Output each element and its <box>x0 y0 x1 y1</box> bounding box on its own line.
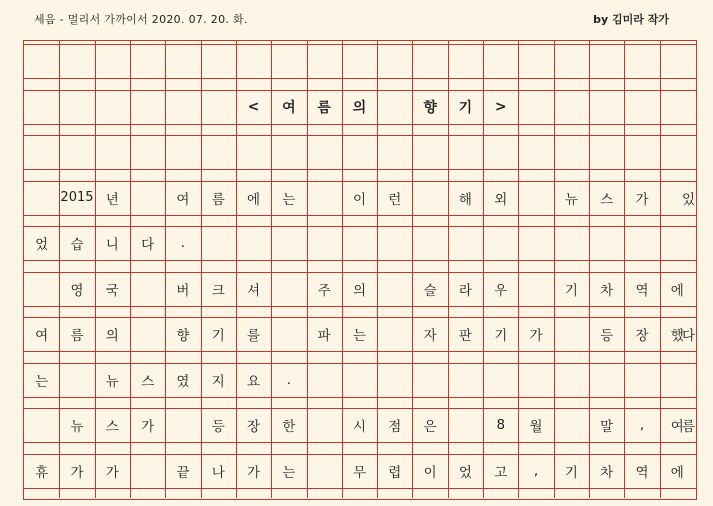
manuscript-char: 슬 <box>423 282 437 299</box>
manuscript-char: 년 <box>105 191 119 208</box>
grid-line <box>24 78 696 79</box>
manuscript-char: 기 <box>211 328 225 344</box>
manuscript-char: 무 <box>352 464 366 481</box>
manuscript-char: 습 <box>70 237 84 253</box>
manuscript-char: 기 <box>564 282 578 299</box>
manuscript-char: 였 <box>176 373 190 390</box>
manuscript-char: 뉴 <box>564 191 578 208</box>
header-author-text: by 김미라 작가 <box>593 13 669 26</box>
manuscript-char: 기 <box>494 328 508 344</box>
manuscript-char: 가 <box>529 328 543 344</box>
manuscript-char: 판 <box>458 328 472 344</box>
manuscript-char: 등 <box>211 419 225 435</box>
grid-line <box>24 169 696 170</box>
manuscript-char: 차 <box>600 282 614 299</box>
manuscript-char: 뉴 <box>70 419 84 435</box>
title-char: 기 <box>458 99 473 116</box>
manuscript-char: 에 <box>670 282 684 299</box>
manuscript-char: 기 <box>564 464 578 481</box>
manuscript-char: 뉴 <box>105 373 119 390</box>
manuscript-char: 의 <box>352 282 366 299</box>
manuscript-char: 있 <box>681 191 695 208</box>
manuscript-char: 가 <box>105 464 119 481</box>
grid-line <box>24 135 696 136</box>
title-char: 름 <box>317 99 331 116</box>
grid-line <box>165 41 166 498</box>
manuscript-char: 외 <box>494 191 508 208</box>
manuscript-char: 의 <box>105 328 119 344</box>
title-char: < <box>247 98 260 115</box>
manuscript-char: 스 <box>141 373 155 390</box>
manuscript-char: 국 <box>105 282 119 299</box>
manuscript-char: 장 <box>635 328 649 344</box>
manuscript-char: 여 <box>670 419 684 435</box>
manuscript-char: 요 <box>247 373 261 390</box>
manuscript-char: 차 <box>600 464 614 481</box>
manuscript-char: 점 <box>388 419 402 435</box>
manuscript-char: 스 <box>105 419 119 435</box>
grid-line <box>554 41 555 498</box>
manuscript-char: 스 <box>600 191 614 208</box>
title-char: > <box>494 98 507 115</box>
manuscript-char: 라 <box>458 282 472 299</box>
manuscript-char: 고 <box>494 464 508 481</box>
manuscript-char: 역 <box>635 464 649 481</box>
manuscript-char: 우 <box>494 282 508 299</box>
manuscript-grid <box>24 41 696 499</box>
manuscript-char: , <box>533 462 539 479</box>
manuscript-char: 런 <box>388 191 402 208</box>
manuscript-char: 크 <box>211 282 225 299</box>
grid-line <box>24 260 696 261</box>
manuscript-char: 이 <box>423 464 437 481</box>
manuscript-char: 가 <box>247 464 261 481</box>
manuscript-char: 파 <box>317 328 331 344</box>
manuscript-char: 었 <box>35 237 49 253</box>
manuscript-char: 를 <box>247 328 261 344</box>
manuscript-char: . <box>180 235 186 251</box>
manuscript-char: 2015 <box>60 190 94 205</box>
grid-line <box>24 488 696 489</box>
manuscript-char: 말 <box>600 419 614 435</box>
grid-line <box>24 215 696 216</box>
manuscript-char: 시 <box>352 419 366 435</box>
manuscript-char: 끝 <box>176 464 190 481</box>
header-left-text: 세음 - 멀리서 가까이서 2020. 07. 20. 화. <box>34 13 248 26</box>
manuscript-char: 는 <box>282 191 296 208</box>
manuscript-char: 여 <box>176 191 190 208</box>
manuscript-char: 등 <box>600 328 614 344</box>
manuscript-char: , <box>639 417 645 433</box>
grid-line <box>24 397 696 398</box>
grid-line <box>24 124 696 125</box>
manuscript-char: 장 <box>247 419 261 435</box>
manuscript-char: 8 <box>496 417 506 433</box>
grid-line <box>24 44 696 45</box>
manuscript-char: 이 <box>352 191 366 208</box>
grid-line <box>24 306 696 307</box>
manuscript-char: 니 <box>105 237 119 253</box>
manuscript-char: 나 <box>211 464 225 481</box>
manuscript-char: 었 <box>458 464 472 481</box>
manuscript-char: 휴 <box>35 464 49 481</box>
manuscript-char: 한 <box>282 419 296 435</box>
manuscript-char: 해 <box>458 191 472 208</box>
manuscript-char: 에 <box>247 191 261 208</box>
title-char: 여 <box>282 99 296 116</box>
manuscript-char: 주 <box>317 282 331 299</box>
manuscript-char: 름 <box>681 419 695 435</box>
manuscript-paper <box>23 40 697 500</box>
manuscript-char: 했 <box>670 328 684 344</box>
grid-line <box>24 442 696 443</box>
manuscript-char: 름 <box>70 328 84 344</box>
title-char: 향 <box>423 99 437 116</box>
manuscript-char: 셔 <box>247 282 261 299</box>
manuscript-char: 자 <box>423 328 437 344</box>
manuscript-char: 는 <box>35 373 49 390</box>
manuscript-char: 가 <box>141 419 155 435</box>
grid-line <box>24 351 696 352</box>
manuscript-char: 역 <box>635 282 649 299</box>
manuscript-char: 여 <box>35 328 49 344</box>
manuscript-char: 영 <box>70 282 84 299</box>
manuscript-char: 는 <box>352 328 366 344</box>
title-char: 의 <box>352 99 367 116</box>
manuscript-char: 향 <box>176 328 190 344</box>
manuscript-char: 다 <box>681 328 695 344</box>
manuscript-char: 름 <box>211 191 225 208</box>
manuscript-char: . <box>286 371 291 388</box>
manuscript-char: 렵 <box>388 464 402 481</box>
manuscript-char: 가 <box>635 191 649 208</box>
manuscript-char: 지 <box>211 373 225 390</box>
manuscript-char: 가 <box>70 464 84 481</box>
manuscript-char: 버 <box>176 282 190 299</box>
manuscript-char: 다 <box>141 237 155 253</box>
manuscript-char: 은 <box>423 419 437 435</box>
manuscript-char: 월 <box>529 419 543 435</box>
manuscript-char: 에 <box>670 464 684 481</box>
manuscript-char: 는 <box>282 464 296 481</box>
